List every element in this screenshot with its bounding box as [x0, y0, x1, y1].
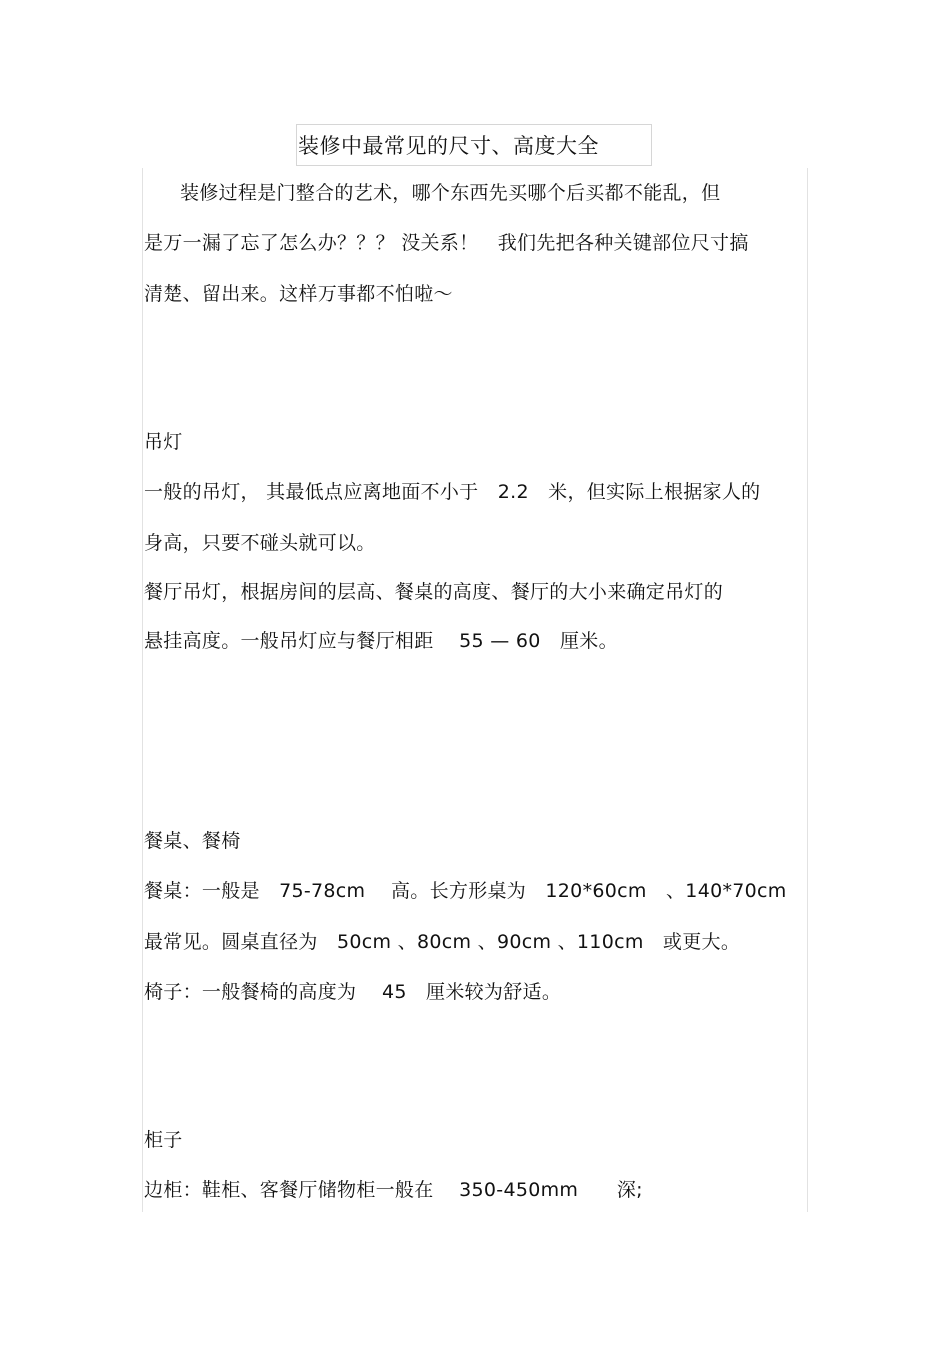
- paragraph-line: 悬挂高度。一般吊灯应与餐厅相距 55 — 60 厘米。: [144, 630, 618, 652]
- paragraph-line: 餐厅吊灯，根据房间的层高、餐桌的高度、餐厅的大小来确定吊灯的: [144, 581, 724, 603]
- section-heading-cabinets: 柜子: [144, 1129, 183, 1151]
- paragraph-line: 身高，只要不碰头就可以。: [144, 532, 376, 554]
- paragraph-line: 一般的吊灯， 其最低点应离地面不小于 2.2 米，但实际上根据家人的: [144, 481, 761, 503]
- section-heading-dining-table-chair: 餐桌、餐椅: [144, 830, 241, 852]
- paragraph-line: 餐桌：一般是 75-78cm 高。长方形桌为 120*60cm 、140*70cm: [144, 880, 787, 902]
- content-frame: [142, 168, 808, 1212]
- intro-line: 装修过程是门整合的艺术，哪个东西先买哪个后买都不能乱，但: [180, 182, 721, 204]
- paragraph-line: 椅子：一般餐椅的高度为 45 厘米较为舒适。: [144, 981, 562, 1003]
- document-title: 装修中最常见的尺寸、高度大全: [298, 134, 599, 158]
- intro-line: 清楚、留出来。这样万事都不怕啦～: [144, 283, 453, 305]
- paragraph-line: 最常见。圆桌直径为 50cm 、80cm 、90cm 、110cm 或更大。: [144, 931, 741, 953]
- intro-line: 是万一漏了忘了怎么办？？？ 没关系！ 我们先把各种关键部位尺寸搞: [144, 232, 749, 254]
- section-heading-pendant-lamp: 吊灯: [144, 431, 183, 453]
- paragraph-line: 边柜：鞋柜、客餐厅储物柜一般在 350-450mm 深;: [144, 1179, 643, 1201]
